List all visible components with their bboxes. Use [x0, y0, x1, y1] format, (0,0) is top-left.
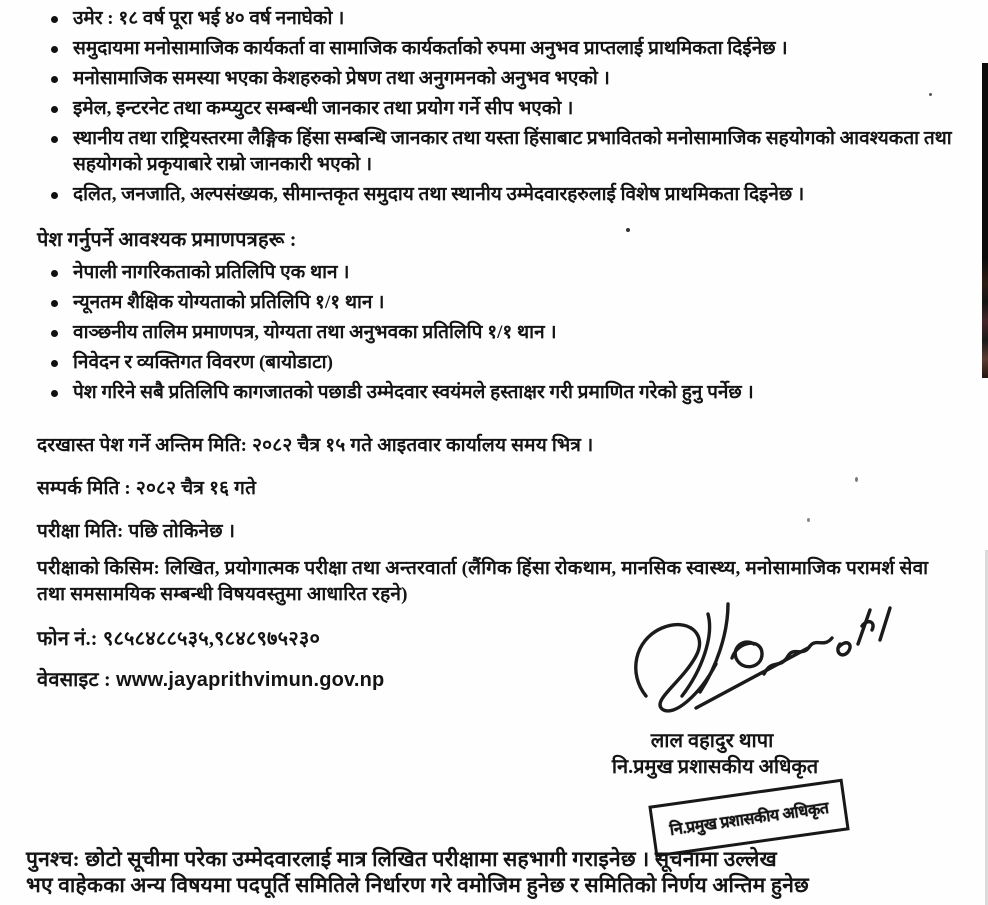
scan-speck	[855, 477, 858, 482]
list-item: स्थानीय तथा राष्ट्रियस्तरमा लैङ्गिक हिंसा सम्बन्धि जानकार तथा यस्ता हिंसाबाट प्रभावितको मनोसामाजिक सहयोगको आवश्यकता तथा सहयोगको प्रकृयाबारे राम्रो जानकारी भएको ।	[46, 126, 966, 178]
list-item: मनोसामाजिक समस्या भएका केशहरुको प्रेषण तथा अनुगमनको अनुभव भएको ।	[46, 66, 966, 92]
scan-speck	[626, 228, 630, 232]
list-item: नेपाली नागरिकताको प्रतिलिपि एक थान ।	[46, 260, 966, 286]
scan-edge-artifact	[982, 63, 988, 378]
list-item: न्यूनतम शैक्षिक योग्यताको प्रतिलिपि १/१ थान ।	[46, 290, 966, 316]
website-line	[37, 665, 384, 692]
phone-number-text: फोन नं.: ९८५८४८८५३५,९८४८९७५२३०	[37, 628, 321, 650]
website-label: वेवसाइट :	[37, 669, 111, 691]
exam-type-text: परीक्षाको किसिम: लिखित, प्रयोगात्मक परीक्षा तथा अन्तरवार्ता (लैंगिक हिंसा रोकथाम, मानसिक स्वास्थ्य, मनोसामाजिक परामर्श सेवा तथा समसामयिक सम्बन्धी विषयवस्तुमा आधारित रहने)	[37, 558, 929, 605]
list-item: उमेर : १८ वर्ष पूरा भई ४० वर्ष ननाघेको ।	[46, 6, 966, 32]
postscript-line-2: भए वाहेकका अन्य विषयमा पदपूर्ति समितिले निर्धारण गरे वमोजिम हुनेछ र समितिको निर्णय अन्तिम हुनेछ	[26, 873, 809, 897]
stamp-text: नि.प्रमुख प्रशासकीय अधिकृत	[668, 799, 830, 840]
list-item: दलित, जनजाति, अल्पसंख्यक, सीमान्तकृत समुदाय तथा स्थानीय उम्मेदवारहरुलाई विशेष प्राथमिकता दिइनेछ ।	[46, 182, 966, 208]
scan-speck	[929, 93, 932, 96]
list-item: वाञ्छनीय तालिम प्रमाणपत्र, योग्यता तथा अनुभवका प्रतिलिपि १/१ थान ।	[46, 320, 966, 346]
list-item: इमेल, इन्टरनेट तथा कम्प्युटर सम्बन्धी जानकार तथा प्रयोग गर्ने सीप भएको ।	[46, 96, 966, 122]
postscript-line-1: पुनश्च: छोटो सूचीमा परेका उम्मेदवारलाई मात्र लिखित परीक्षामा सहभागी गराइनेछ । सूचनामा उल्लेख	[26, 847, 777, 871]
list-item: निवेदन र व्यक्तिगत विवरण (बायोडाटा)	[46, 350, 966, 376]
list-item: समुदायमा मनोसामाजिक कार्यकर्ता वा सामाजिक कार्यकर्ताको रुपमा अनुभव प्राप्तलाई प्राथमिकता दिईनेछ ।	[46, 36, 966, 62]
signatory-designation: नि.प्रमुख प्रशासकीय अधिकृत	[611, 756, 819, 778]
qualification-bullet-list	[46, 6, 966, 212]
contact-date-text: सम्पर्क मिति : २०८२ चैत्र १६ गते	[37, 478, 257, 499]
application-deadline-text: दरखास्त पेश गर्ने अन्तिम मिति: २०८२ चैत्र १५ गते आइतवार कार्यालय समय भित्र ।	[37, 435, 594, 456]
handwritten-signature	[612, 596, 902, 731]
required-documents-bullet-list	[46, 260, 966, 410]
signatory-name: लाल वहादुर थापा	[650, 730, 774, 752]
website-url: www.jayaprithvimun.gov.np	[116, 669, 385, 691]
list-item: पेश गरिने सबै प्रतिलिपि कागजातको पछाडी उम्मेदवार स्वयंमले हस्ताक्षर गरी प्रमाणित गरेको हुनु पर्नेछ ।	[46, 380, 966, 406]
scan-speck	[807, 518, 810, 522]
exam-date-text: परीक्षा मिति: पछि तोकिनेछ ।	[37, 521, 236, 542]
required-documents-heading: पेश गर्नुपर्ने आवश्यक प्रमाणपत्रहरू :	[37, 229, 297, 251]
